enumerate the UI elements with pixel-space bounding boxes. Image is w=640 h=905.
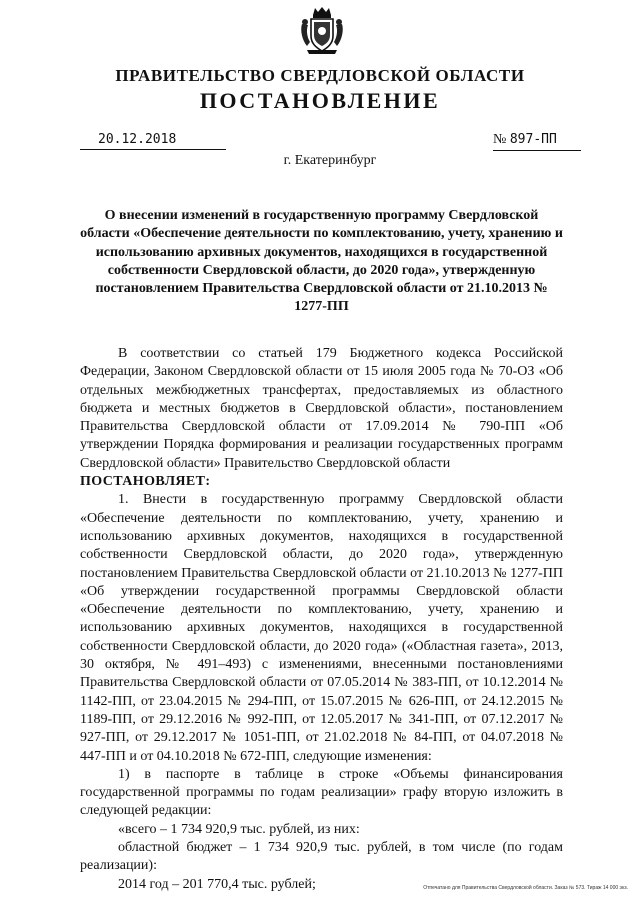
item-1-paragraph: 1. Внести в государственную программу Свердловской области «Обеспечение деятельности по комплектованию, учету, хранению и использованию архивных документов, находящихся в государственной собственности Свердловской области, до 2020 года», утвержденную постановлением Правительства Свердловской области от 21.10.2013 № 1277-ПП «Об утверждении государственной программы Свердловской области «Обеспечение деятельности по комплектованию, учету, хранению и использованию архивных документов, находящихся в государственной собственности Свердловской области, до 2020 года» («Областная газета», 2013, 30 октября, № 491–493) с изменениями, внесенными постановлениями Правительства Свердловской области от 07.05.2014 № 383-ПП, от 10.12.2014 № 1142-ПП, от 23.04.2015 № 294-ПП, от 15.07.2015 № 626-ПП, от 24.12.2015 № 1189-ПП, от 29.12.2016 № 992-ПП, от 12.05.2017 № 341-ПП, от 07.12.2017 № 927-ПП, от 29.12.2017 № 1051-ПП, от 21.02.2018 № 84-ПП, от 04.07.2018 № 447-ПП и от 04.10.2018 № 672-ПП, следующие изменения: — [80, 492, 563, 764]
number-value: 897-ПП — [509, 132, 557, 147]
organization-title: ПРАВИТЕЛЬСТВО СВЕРДЛОВСКОЙ ОБЛАСТИ — [115, 66, 525, 85]
print-note: Отпечатано для Правительства Свердловской области. Заказ № 573. Тираж 14 000 экз. — [423, 885, 628, 891]
number-sign: № — [493, 132, 507, 147]
registration-number — [493, 132, 581, 151]
subitem-1-paragraph: 1) в паспорте в таблице в строке «Объемы финансирования государственной программы по годам реализации» графу вторую изложить в следующей редакции: — [80, 766, 563, 819]
body-text — [80, 345, 563, 894]
regional-budget-line: областной бюджет – 1 734 920,9 тыс. рублей, в том числе (по годам реализации): — [80, 840, 563, 874]
decrees-heading: ПОСТАНОВЛЯЕТ: — [80, 474, 211, 490]
resolution-title: О внесении изменений в государственную программу Свердловской области «Обеспечение деятельности по комплектованию, учету, хранению и использованию архивных документов, находящихся в государственной собственности Свердловской области, до 2020 года», утвержденную постановлением Правительства Свердловской области от 21.10.2013 № 1277-ПП — [80, 208, 563, 315]
registration-date: 20.12.2018 — [80, 132, 226, 150]
sverdlovsk-coat-of-arms-icon — [298, 6, 346, 56]
city: г. Екатеринбург — [283, 153, 377, 168]
total-funding-line: «всего – 1 734 920,9 тыс. рублей, из них: — [118, 821, 360, 837]
document-type: ПОСТАНОВЛЕНИЕ — [199, 88, 441, 113]
preamble-paragraph: В соответствии со статьей 179 Бюджетного кодекса Российской Федерации, Законом Свердловской области от 15 июля 2005 года № 70-ОЗ «Об отдельных межбюджетных трансфертах, предоставляемых из областного бюджета и местных бюджетов в Свердловской области», постановлением Правительства Свердловской области от 17.09.2014 № 790-ПП «Об утверждении Порядка формирования и реализации государственных программ Свердловской области» Правительство Свердловской области — [80, 346, 563, 471]
year-2014-line: 2014 год – 201 770,4 тыс. рублей; — [118, 876, 316, 892]
